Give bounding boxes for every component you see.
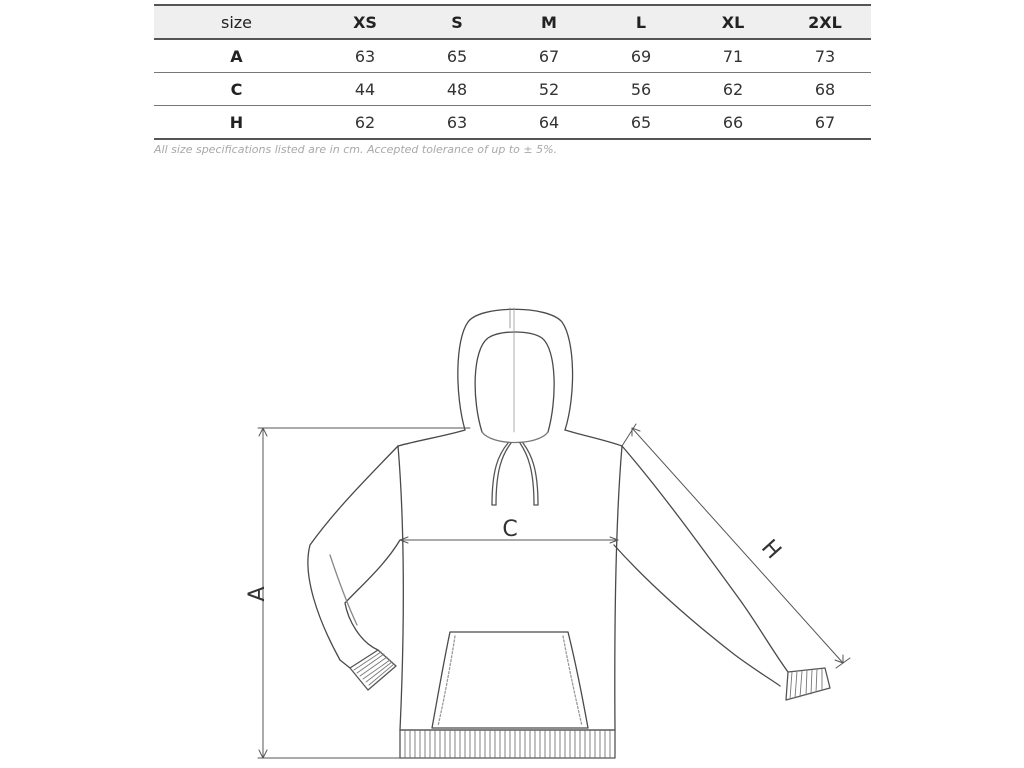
row-label-h: H [154,106,319,140]
size-header-label: size [154,5,319,39]
dimension-c-label: C [502,517,518,542]
dimension-h-line [622,424,850,668]
size-tolerance-note: All size specifications listed are in cm. Accepted tolerance of up to ± 5%. [154,143,558,156]
table-cell: 52 [503,73,595,106]
row-label-c: C [154,73,319,106]
right-sleeve [614,446,830,700]
table-cell: 66 [687,106,779,140]
table-cell: 65 [595,106,687,140]
size-xs-header: XS [319,5,411,39]
kangaroo-pocket [432,632,588,728]
size-2xl-header: 2XL [779,5,871,39]
hood-outline [458,308,573,443]
table-cell: 67 [779,106,871,140]
table-cell: 71 [687,39,779,73]
table-cell: 65 [411,39,503,73]
left-sleeve [308,446,400,690]
table-cell: 64 [503,106,595,140]
size-m-header: M [503,5,595,39]
table-cell: 62 [687,73,779,106]
size-xl-header: XL [687,5,779,39]
table-cell: 48 [411,73,503,106]
dimension-a-line [258,428,470,758]
table-cell: 73 [779,39,871,73]
hoodie-body [398,430,622,758]
dimension-h-label: H [756,535,786,565]
table-cell: 67 [503,39,595,73]
row-label-a: A [154,39,319,73]
table-cell: 56 [595,73,687,106]
size-l-header: L [595,5,687,39]
dimension-a-label: A [245,586,270,602]
drawstrings [492,443,538,505]
size-s-header: S [411,5,503,39]
table-cell: 44 [319,73,411,106]
table-cell: 63 [411,106,503,140]
table-cell: 62 [319,106,411,140]
table-cell: 69 [595,39,687,73]
table-cell: 63 [319,39,411,73]
table-cell: 68 [779,73,871,106]
